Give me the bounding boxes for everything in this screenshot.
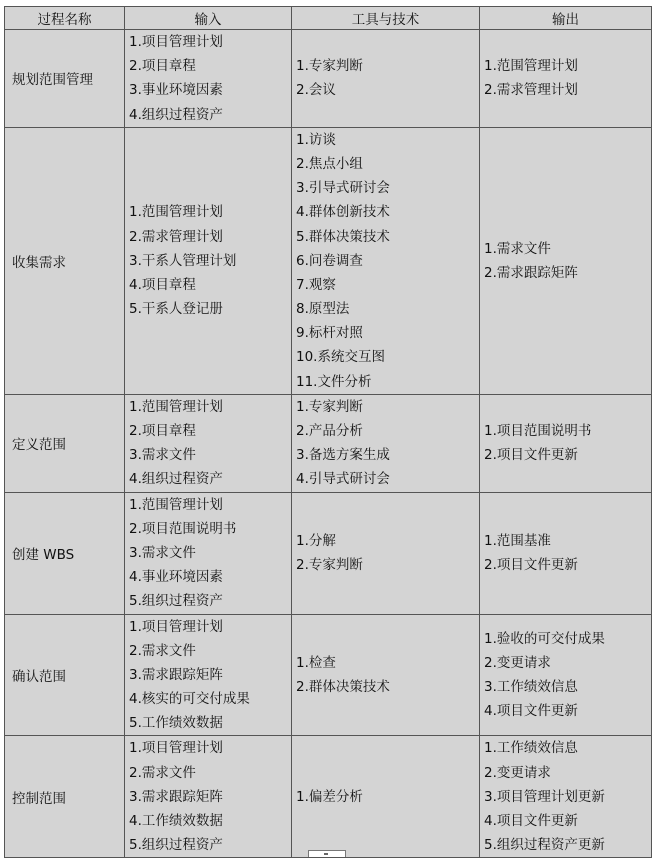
outputs-list	[484, 736, 647, 857]
process-name-cell: 确认范围	[5, 614, 125, 736]
process-name-cell: 规划范围管理	[5, 30, 125, 128]
tools-cell	[292, 614, 480, 736]
tool-item: 3.引导式研讨会	[296, 180, 390, 197]
outputs-cell	[480, 30, 652, 128]
outputs-cell	[480, 127, 652, 394]
tool-item: 6.问卷调查	[296, 252, 363, 269]
outputs-list	[484, 529, 647, 577]
tool-item: 1.专家判断	[296, 398, 363, 415]
tool-item: 5.群体决策技术	[296, 228, 390, 245]
process-name-cell: 收集需求	[5, 127, 125, 394]
process-name-cell: 创建 WBS	[5, 492, 125, 614]
output-item: 1.验收的可交付成果	[484, 630, 605, 647]
output-item: 4.项目文件更新	[484, 703, 578, 720]
inputs-cell	[125, 492, 292, 614]
header-outputs: 输出	[480, 7, 652, 30]
outputs-cell	[480, 394, 652, 492]
tool-item: 2.产品分析	[296, 423, 363, 439]
tool-item: 2.会议	[296, 82, 336, 99]
table-row	[5, 127, 652, 394]
input-item: 1.范围管理计划	[129, 496, 223, 513]
tool-item: 1.专家判断	[296, 58, 363, 75]
tools-cell	[292, 394, 480, 492]
output-item: 2.变更请求	[484, 764, 551, 781]
tool-item: 2.群体决策技术	[296, 678, 390, 695]
input-item: 2.项目范围说明书	[129, 520, 237, 537]
inputs-list	[129, 736, 287, 857]
inputs-cell	[125, 736, 292, 858]
tools-list	[296, 651, 475, 699]
tools-list	[296, 395, 475, 492]
table-row	[5, 492, 652, 614]
tool-item: 10.系统交互图	[296, 349, 385, 366]
header-tools: 工具与技术	[292, 7, 480, 30]
tool-item: 1.偏差分析	[296, 788, 363, 805]
tool-item: 8.原型法	[296, 301, 350, 318]
process-name-cell: 定义范围	[5, 394, 125, 492]
tools-list	[296, 529, 475, 577]
tools-list	[296, 54, 475, 102]
process-name-cell: 控制范围	[5, 736, 125, 858]
input-item: 2.项目章程	[129, 58, 196, 75]
outputs-cell	[480, 492, 652, 614]
output-item: 1.项目范围说明书	[484, 423, 592, 439]
tool-item: 2.焦点小组	[296, 155, 363, 172]
output-item: 1.范围基准	[484, 532, 551, 549]
outputs-cell	[480, 614, 652, 736]
tools-list	[296, 128, 475, 394]
input-item: 4.事业环境因素	[129, 569, 223, 586]
outputs-list	[484, 419, 647, 467]
output-item: 2.变更请求	[484, 654, 551, 671]
output-item: 4.项目文件更新	[484, 813, 578, 829]
tool-item: 9.标杆对照	[296, 325, 363, 342]
output-item: 2.项目文件更新	[484, 557, 578, 574]
output-item: 2.项目文件更新	[484, 447, 578, 464]
inputs-list	[129, 395, 287, 492]
input-item: 2.需求文件	[129, 642, 196, 659]
table-row	[5, 736, 652, 858]
header-inputs: 输入	[125, 7, 292, 30]
tools-cell	[292, 127, 480, 394]
tool-item: 1.检查	[296, 654, 336, 671]
output-item: 1.需求文件	[484, 240, 551, 257]
outputs-list	[484, 54, 647, 102]
inputs-list	[129, 30, 287, 127]
input-item: 2.需求文件	[129, 764, 196, 781]
output-item: 3.项目管理计划更新	[484, 788, 605, 805]
inputs-cell	[125, 127, 292, 394]
tools-cell	[292, 30, 480, 128]
input-item: 3.干系人管理计划	[129, 252, 237, 269]
table-row	[5, 614, 652, 736]
inputs-cell	[125, 394, 292, 492]
input-item: 1.范围管理计划	[129, 204, 223, 221]
tool-item: 4.引导式研讨会	[296, 471, 390, 488]
input-item: 2.需求管理计划	[129, 228, 223, 245]
output-item: 1.工作绩效信息	[484, 740, 578, 757]
tool-item: 3.备选方案生成	[296, 447, 390, 464]
input-item: 1.项目管理计划	[129, 740, 223, 757]
output-item: 1.范围管理计划	[484, 58, 578, 75]
input-item: 3.事业环境因素	[129, 82, 223, 99]
inputs-list	[129, 493, 287, 614]
input-item: 1.项目管理计划	[129, 618, 223, 635]
tool-item: 7.观察	[296, 276, 336, 293]
inputs-cell	[125, 30, 292, 128]
output-item: 2.需求跟踪矩阵	[484, 264, 578, 281]
tool-item: 11.文件分析	[296, 373, 372, 390]
outputs-list	[484, 627, 647, 724]
inputs-cell	[125, 614, 292, 736]
input-item: 4.组织过程资产	[129, 471, 223, 488]
input-item: 3.需求跟踪矩阵	[129, 666, 223, 683]
inputs-list	[129, 615, 287, 736]
input-item: 4.项目章程	[129, 276, 196, 293]
input-item: 3.需求文件	[129, 544, 196, 561]
scope-management-table	[4, 6, 652, 858]
input-item: 5.组织过程资产	[129, 593, 223, 610]
tool-item: 4.群体创新技术	[296, 204, 390, 221]
tools-cell	[292, 492, 480, 614]
header-row	[5, 7, 652, 30]
input-item: 5.干系人登记册	[129, 301, 223, 318]
tools-cell	[292, 736, 480, 858]
output-item: 3.工作绩效信息	[484, 678, 578, 695]
input-item: 4.组织过程资产	[129, 106, 223, 123]
table-body	[5, 30, 652, 858]
input-item: 5.组织过程资产	[129, 837, 223, 854]
tool-item: 2.专家判断	[296, 557, 363, 574]
input-item: 4.工作绩效数据	[129, 813, 223, 829]
tools-list	[296, 785, 475, 809]
table-row	[5, 394, 652, 492]
header-process-name: 过程名称	[5, 7, 125, 30]
input-item: 3.需求跟踪矩阵	[129, 788, 223, 805]
input-item: 1.项目管理计划	[129, 34, 223, 50]
table-row	[5, 30, 652, 128]
output-item: 5.组织过程资产更新	[484, 837, 605, 854]
input-item: 4.核实的可交付成果	[129, 691, 250, 708]
tool-item: 1.分解	[296, 532, 336, 549]
input-item: 1.范围管理计划	[129, 398, 223, 415]
input-item: 3.需求文件	[129, 447, 196, 464]
outputs-cell	[480, 736, 652, 858]
output-item: 2.需求管理计划	[484, 82, 578, 99]
outputs-list	[484, 237, 647, 285]
input-item: 2.项目章程	[129, 423, 196, 439]
inputs-list	[129, 200, 287, 321]
input-item: 5.工作绩效数据	[129, 715, 223, 732]
tool-item: 1.访谈	[296, 131, 336, 148]
